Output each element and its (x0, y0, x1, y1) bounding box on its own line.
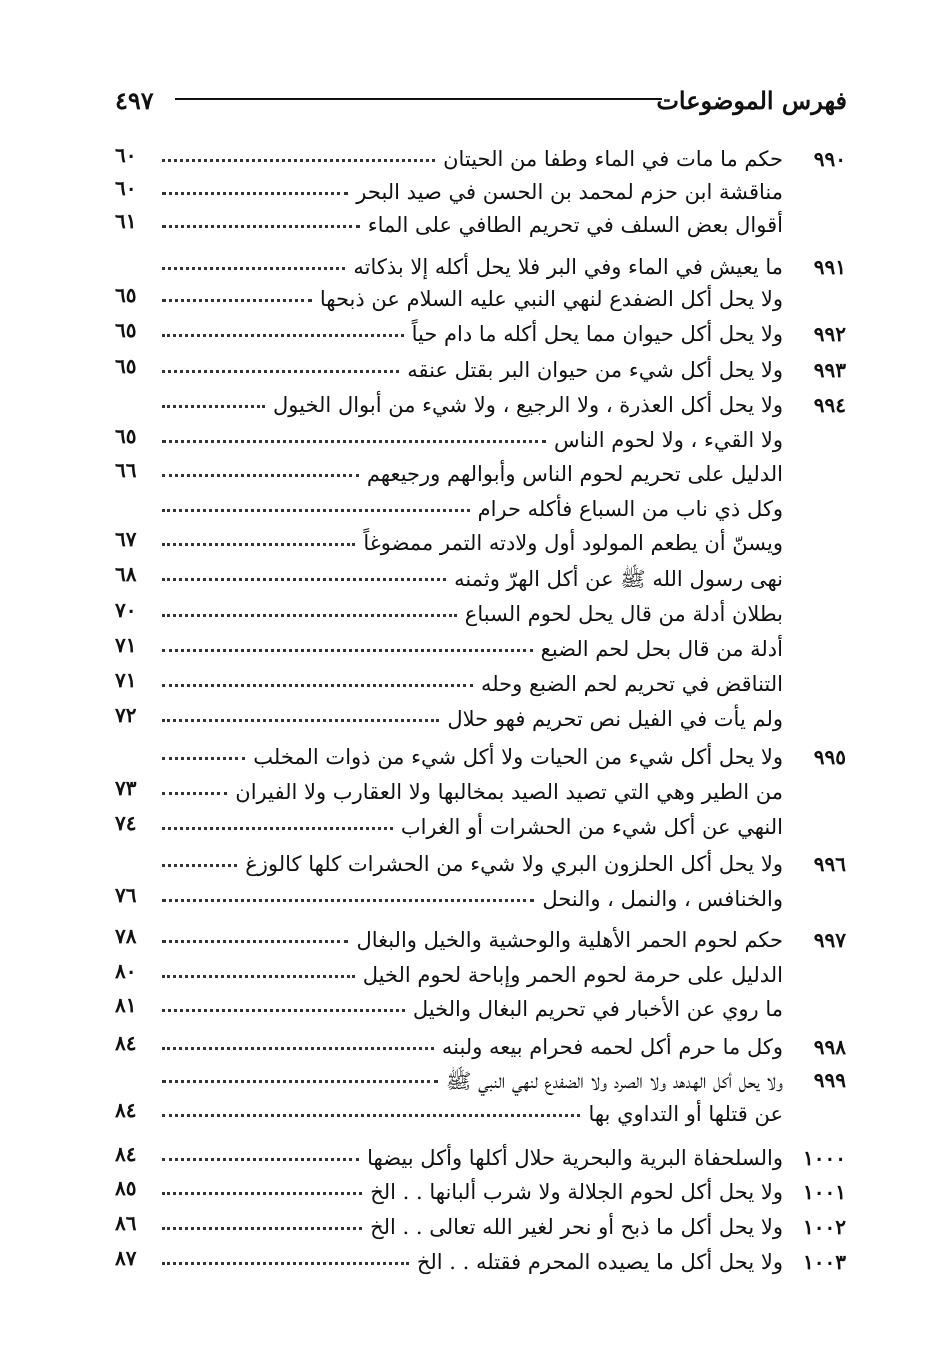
dot-leader (162, 370, 399, 373)
page-number: ٤٩٧ (115, 86, 154, 115)
dot-leader (162, 267, 345, 270)
entry-page-number: ٨٠ (115, 959, 137, 983)
index-entry (0, 883, 938, 921)
entry-page-number: ٧٢ (115, 703, 137, 727)
dot-leader (162, 1262, 409, 1265)
index-entry (0, 318, 938, 356)
entry-page-number: ٧٦ (115, 883, 137, 907)
entry-title: ولم يأت في الفيل نص تحريم فهو حلال (447, 707, 783, 731)
header-rule (175, 98, 662, 100)
index-entry (0, 745, 938, 779)
dot-leader (162, 225, 360, 228)
index-entry (0, 497, 938, 531)
entry-page-number: ٦٥ (115, 283, 137, 307)
dot-leader (162, 899, 534, 902)
dot-leader (162, 509, 470, 512)
entry-page-number: ٨٧ (115, 1246, 137, 1270)
entry-title: مناقشة ابن حزم لمحمد بن الحسن في صيد البحر (356, 180, 783, 204)
entry-title: أدلة من قال بحل لحم الضبع (540, 637, 783, 661)
index-entry (0, 562, 938, 600)
entry-title: حكم ما مات في الماء وطفا من الحيتان (443, 147, 783, 171)
dot-leader (162, 299, 312, 302)
entry-title: الدليل على حرمة لحوم الحمر وإباحة لحوم الخيل (362, 963, 783, 987)
index-entry (0, 283, 938, 321)
entry-page-number: ٧٨ (115, 924, 137, 948)
entry-title: ولا يحل أكل شيء من حيوان البر بقتل عنقه (407, 358, 783, 382)
entry-title: نهى رسول الله ﷺ عن أكل الهرّ وثمنه (454, 567, 783, 591)
index-entry (0, 668, 938, 706)
dot-leader (162, 1192, 362, 1195)
entry-title: ما يعيش في الماء وفي البر فلا يحل أكله إلا بذكاته (353, 255, 783, 279)
entry-title: ولا القيء ، ولا لحوم الناس (553, 428, 783, 452)
entry-number: ٩٩٧ (813, 928, 846, 952)
entry-page-number: ٦٨ (115, 562, 137, 586)
dot-leader (162, 827, 393, 830)
index-entry (0, 458, 938, 496)
entry-page-number: ٨٤ (115, 1031, 137, 1055)
index-entry (0, 776, 938, 814)
entry-number: ٩٩٩ (813, 1068, 846, 1092)
entry-title: التناقض في تحريم لحم الضبع وحله (480, 672, 783, 696)
dot-leader (162, 440, 546, 443)
index-entry (0, 598, 938, 636)
index-entry (0, 527, 938, 565)
entry-page-number: ٦١ (115, 209, 137, 233)
entry-page-number: ٦٥ (115, 354, 137, 378)
dot-leader (162, 578, 446, 581)
index-entry (0, 143, 938, 181)
entry-title: ولا يحل أكل ما يصيده المحرم فقتله . . الخ (416, 1250, 783, 1274)
dot-leader (162, 1009, 405, 1012)
entry-page-number: ٧٠ (115, 598, 137, 622)
index-entry (0, 1176, 938, 1214)
entry-title: أقوال بعض السلف في تحريم الطافي على الماء (367, 213, 783, 237)
entry-title: ولا يحل أكل الهدهد ولا الصرد ولا الضفدع لنهي النبي ﷺ (446, 1069, 783, 1093)
entry-title: ولا يحل أكل الضفدع لنهي النبي عليه السلام عن ذبحها (319, 287, 783, 311)
dot-leader (162, 192, 348, 195)
dot-leader (162, 1080, 438, 1083)
dot-leader (162, 614, 457, 617)
entry-title: والسلحفاة البرية والبحرية حلال أكلها وأكل بيضها (367, 1146, 783, 1170)
dot-leader (162, 975, 355, 978)
index-entry (0, 993, 938, 1031)
entry-title: حكم لحوم الحمر الأهلية والوحشية والخيل والبغال (356, 928, 783, 952)
index-entry (0, 1098, 938, 1136)
entry-page-number: ٧٣ (115, 776, 137, 800)
entry-page-number: ٨٤ (115, 1098, 137, 1122)
entry-title: ولا يحل أكل شيء من الحيات ولا أكل شيء من ذوات المخلب (253, 745, 783, 769)
entry-number: ٩٩٣ (813, 358, 846, 382)
entry-title: ولا يحل أكل العذرة ، ولا الرجيع ، ولا شيء من أبوال الخيول (273, 393, 783, 417)
entry-number: ١٠٠٢ (803, 1215, 846, 1239)
entry-number: ٩٩٢ (813, 322, 846, 346)
entry-page-number: ٧١ (115, 633, 137, 657)
entry-number: ١٠٠١ (803, 1180, 846, 1204)
dot-leader (162, 1114, 580, 1117)
index-entry (0, 633, 938, 671)
index-entry (0, 703, 938, 741)
entry-title: عن قتلها أو التداوي بها (588, 1102, 783, 1126)
dot-leader (162, 1227, 362, 1230)
entry-number: ١٠٠٣ (803, 1250, 846, 1274)
dot-leader (162, 543, 355, 546)
entry-page-number: ٦٧ (115, 527, 137, 551)
index-entry (0, 811, 938, 849)
dot-leader (162, 649, 533, 652)
page-title: فهرس الموضوعات (656, 86, 847, 115)
dot-leader (162, 334, 404, 337)
entry-title: بطلان أدلة من قال يحل لحوم السباع (464, 602, 783, 626)
index-entry (0, 424, 938, 462)
entry-page-number: ٨١ (115, 993, 137, 1017)
dot-leader (162, 792, 227, 795)
index-entry (0, 959, 938, 997)
entry-title: النهي عن أكل شيء من الحشرات أو الغراب (400, 815, 783, 839)
entry-page-number: ٦٥ (115, 318, 137, 342)
entry-page-number: ٦٠ (115, 143, 137, 167)
index-entry (0, 924, 938, 962)
dot-leader (162, 1158, 359, 1161)
dot-leader (162, 864, 237, 867)
entry-title: الدليل على تحريم لحوم الناس وأبوالهم ورجيعهم (366, 462, 783, 486)
entry-title: من الطير وهي التي تصيد الصيد بمخالبها ولا العقارب ولا الفيران (235, 780, 783, 804)
entry-title: ولا يحل أكل الحلزون البري ولا شيء من الحشرات كلها كالوزغ (245, 852, 783, 876)
entry-number: ٩٩١ (813, 255, 846, 279)
entry-number: ٩٩٠ (813, 147, 846, 171)
entry-title: ويسنّ أن يطعم المولود أول ولادته التمر ممضوغاً (363, 531, 783, 555)
entry-title: ولا يحل أكل لحوم الجلالة ولا شرب ألبانها . . الخ (370, 1180, 783, 1204)
dot-leader (162, 757, 245, 760)
index-entry (0, 176, 938, 214)
entry-number: ٩٩٦ (813, 852, 846, 876)
entry-page-number: ٦٥ (115, 424, 137, 448)
dot-leader (162, 719, 439, 722)
entry-number: ١٠٠٠ (803, 1146, 846, 1170)
entry-title: وكل ذي ناب من السباع فأكله حرام (477, 497, 783, 521)
index-entry (0, 1142, 938, 1180)
entry-title: والخنافس ، والنمل ، والنحل (542, 887, 783, 911)
entry-page-number: ٧٤ (115, 811, 137, 835)
page-header (115, 86, 847, 126)
index-entry (0, 393, 938, 427)
entry-title: ولا يحل أكل ما ذبح أو نحر لغير الله تعالى . . الخ (370, 1215, 783, 1239)
dot-leader (162, 940, 348, 943)
entry-page-number: ٧١ (115, 668, 137, 692)
index-entry (0, 1068, 938, 1102)
entry-page-number: ٦٠ (115, 176, 137, 200)
entry-page-number: ٨٦ (115, 1211, 137, 1235)
dot-leader (162, 405, 265, 408)
entry-page-number: ٦٦ (115, 458, 137, 482)
entry-number: ٩٩٥ (813, 745, 846, 769)
index-entry (0, 255, 938, 289)
index-entry (0, 209, 938, 247)
index-entry (0, 1211, 938, 1249)
entry-number: ٩٩٤ (813, 393, 846, 417)
entry-title: وكل ما حرم أكل لحمه فحرام بيعه ولبنه (441, 1035, 783, 1059)
index-entry (0, 1031, 938, 1069)
dot-leader (162, 684, 473, 687)
entry-number: ٩٩٨ (813, 1035, 846, 1059)
dot-leader (162, 1047, 434, 1050)
entry-page-number: ٨٥ (115, 1176, 137, 1200)
index-entry (0, 852, 938, 886)
index-entry (0, 1246, 938, 1284)
entry-title: ما روي عن الأخبار في تحريم البغال والخيل (412, 997, 783, 1021)
dot-leader (162, 159, 435, 162)
dot-leader (162, 474, 359, 477)
index-entry (0, 354, 938, 392)
entry-page-number: ٨٤ (115, 1142, 137, 1166)
entry-title: ولا يحل أكل حيوان مما يحل أكله ما دام حياً (411, 322, 783, 346)
